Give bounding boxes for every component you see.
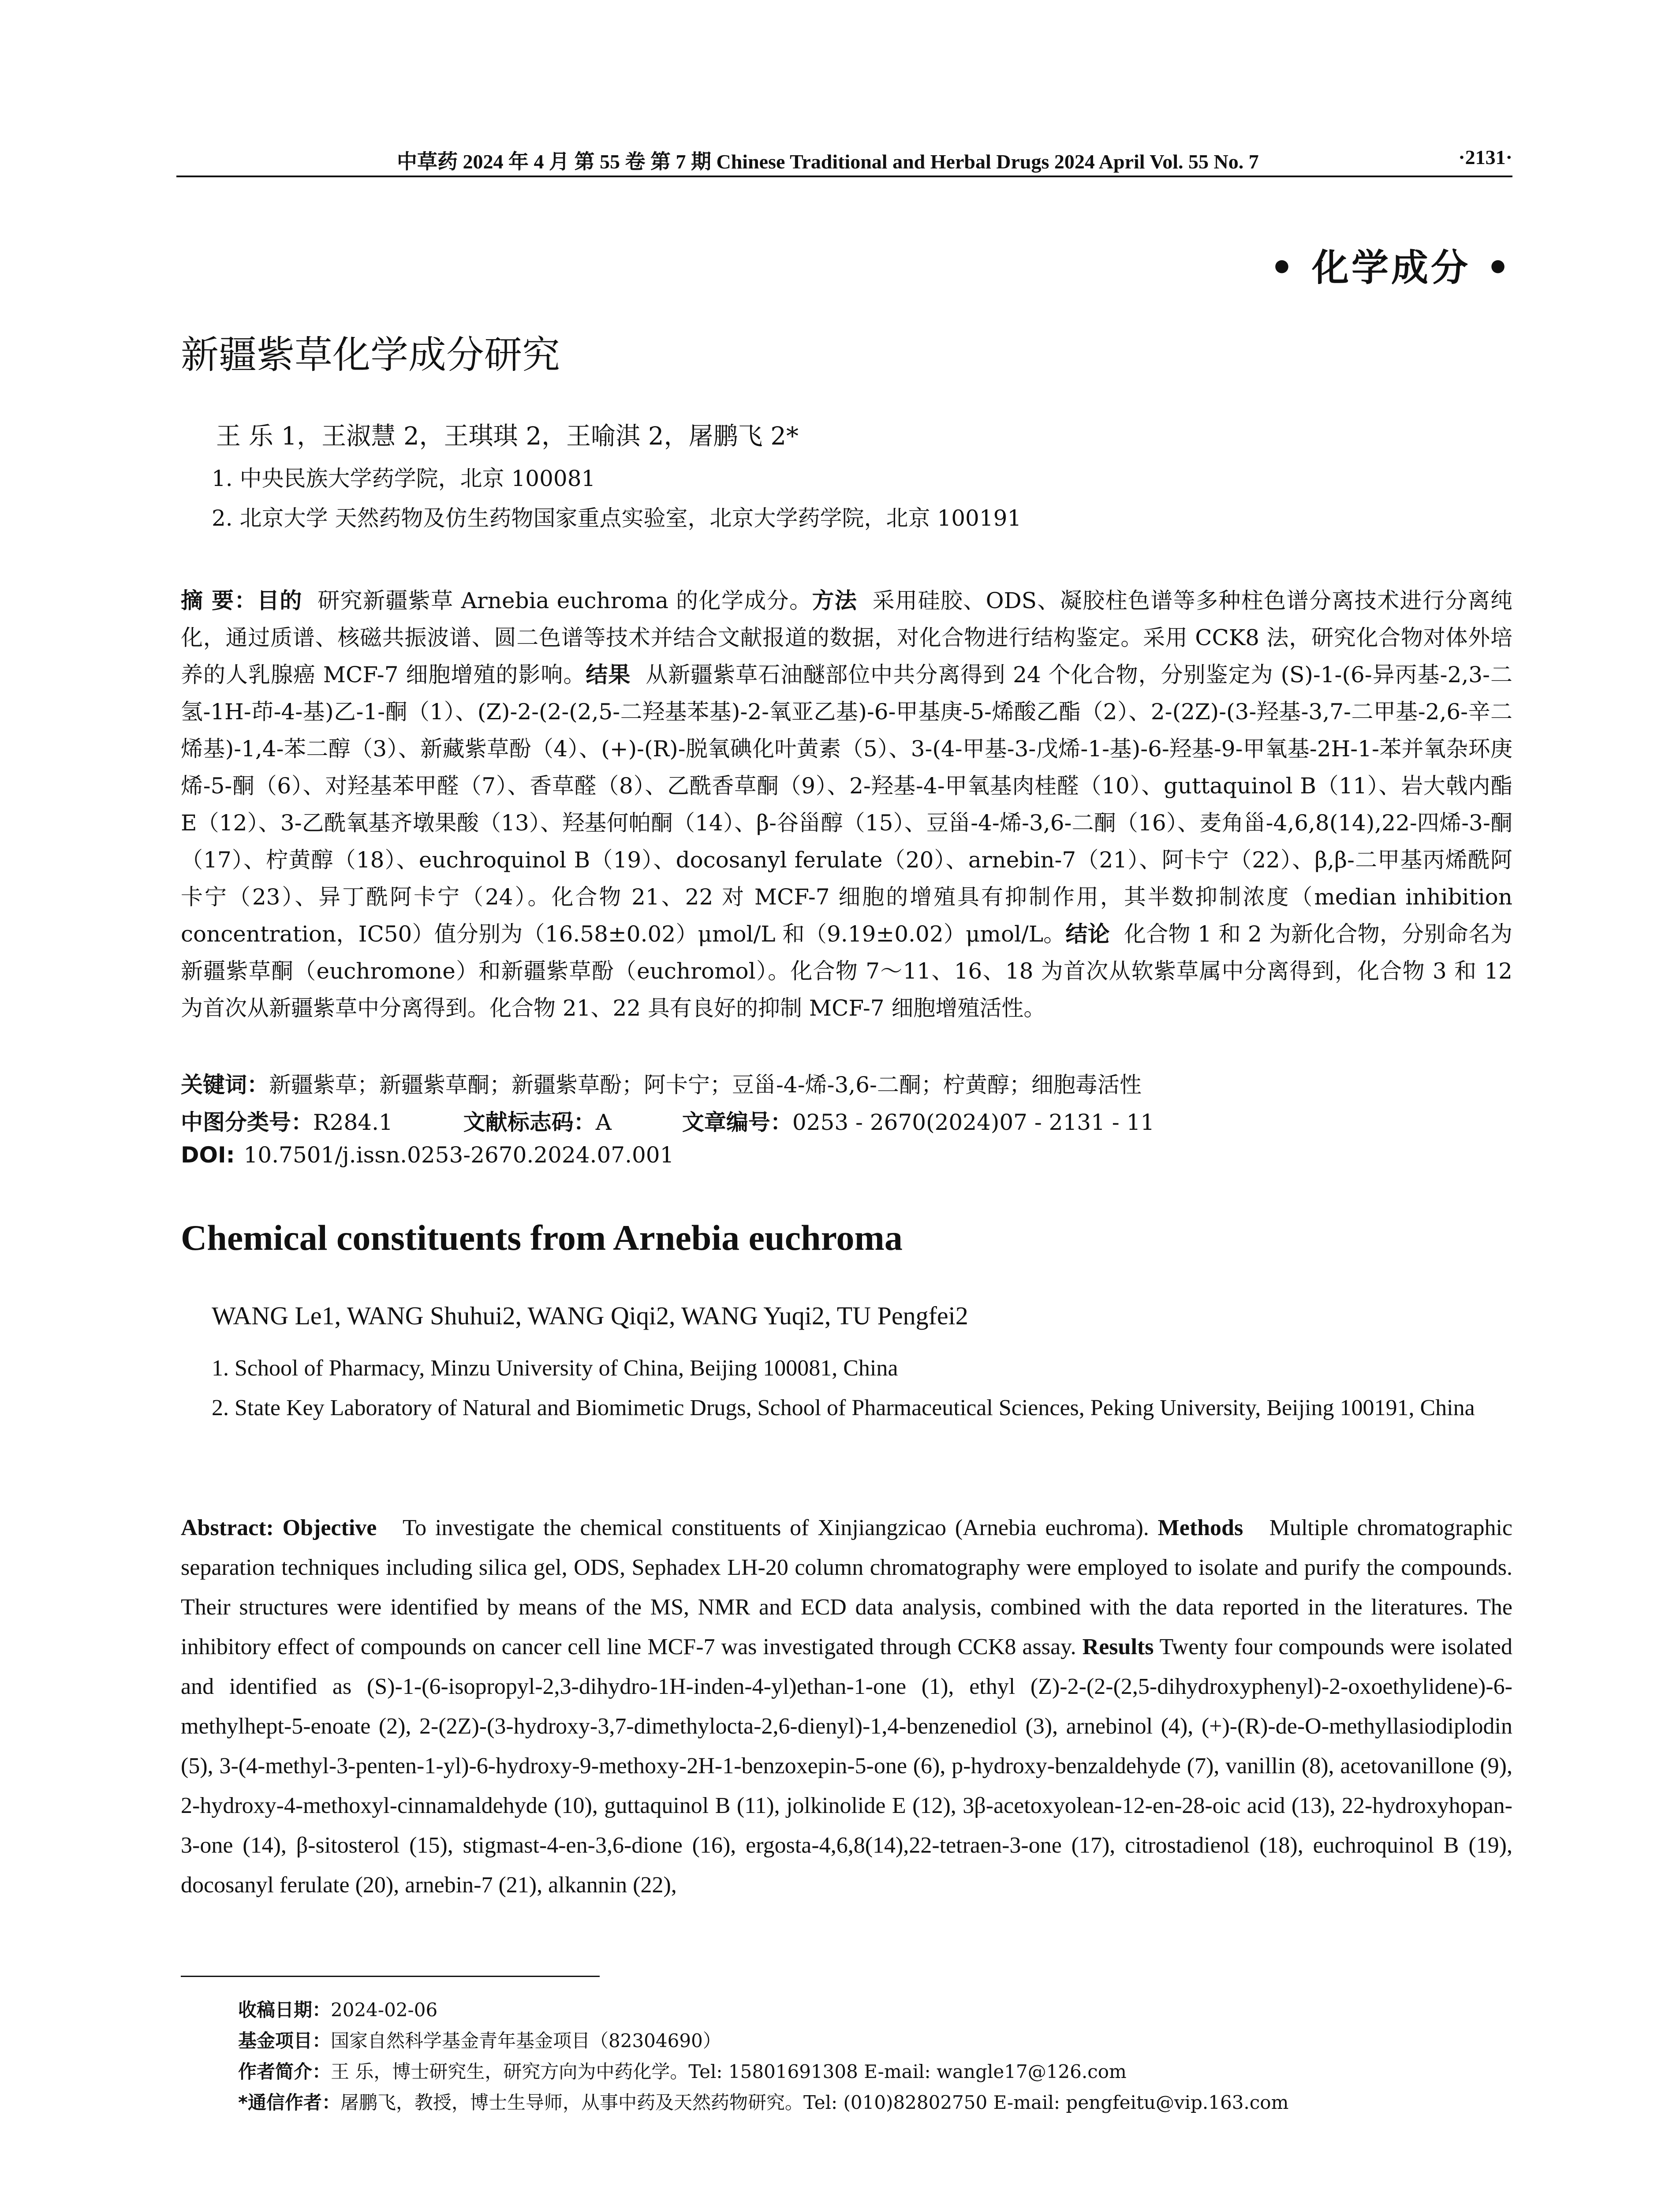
results-label: 结果 bbox=[586, 662, 631, 688]
keywords-line bbox=[181, 1067, 1159, 1099]
author-value: 王 乐，博士研究生，研究方向为中药化学。Tel: 15801691308 E-mail: wangle17@126.com bbox=[331, 2061, 1127, 2082]
en-objective-label: Objective bbox=[282, 1515, 377, 1540]
objective-text: 研究新疆紫草 Arnebia euchroma 的化学成分。 bbox=[317, 588, 812, 613]
clc-value: R284.1 bbox=[313, 1110, 393, 1135]
received-label: 收稿日期： bbox=[238, 1999, 331, 2021]
en-results-text: Twenty four compounds were isolated and identified as (S)-1-(6-isopropyl-2,3-dihydro-1H-inden-4-yl)ethan-1-one (1), ethyl (Z)-2-(2-(2,5-dihydroxyphenyl)-2-oxoethylidene)-6-methylhept-5-enoate (2), 2-(2Z)-(3-hydroxy-3,7-dimethylocta-2,6-dienyl)-1,4-benzenediol (3), arnebinol (4), (+)-(R)-de-O-methyllasiodiplodin (5), 3-(4-methyl-3-penten-1-yl)-6-hydroxy-9-methoxy-2H-1-benzoxepin-5-one (6), p-hydroxy-benzaldehyde (7), vanillin (8), acetovanillone (9), 2-hydroxy-4-methoxyl-cinnamaldehyde (10), guttaquinol B (11), jolkinolide E (12), 3β-acetoxyolean-12-en-28-oic acid (13), 22-hydroxyhopan-3-one (14), β-sitosterol (15), stigmast-4-en-3,6-dione (16), ergosta-4,6,8(14),22-tetraen-3-one (17), citrostadienol (18), euchroquinol B (19), docosanyl ferulate (20), arnebin-7 (21), alkannin (22), bbox=[181, 1634, 1512, 1898]
english-affiliation-2: 2. State Key Laboratory of Natural and Biomimetic Drugs, School of Pharmaceutical Sciences, Peking University, Beijing 100191, China bbox=[212, 1395, 1475, 1420]
doc-code-value: A bbox=[595, 1110, 612, 1135]
keywords-text: 新疆紫草；新疆紫草酮；新疆紫草酚；阿卡宁；豆甾-4-烯-3,6-二酮；柠黄醇；细胞毒活性 bbox=[269, 1072, 1142, 1098]
chinese-abstract bbox=[181, 582, 1512, 1027]
methods-label: 方法 bbox=[812, 588, 858, 613]
chinese-affiliation-2: 2. 北京大学 天然药物及仿生药物国家重点实验室，北京大学药学院，北京 100191 bbox=[212, 505, 1022, 531]
section-tag: • 化学成分 • bbox=[1270, 246, 1512, 289]
doi-label: DOI: bbox=[181, 1142, 235, 1168]
received-value: 2024-02-06 bbox=[331, 1999, 438, 2021]
chinese-affiliation-1: 1. 中央民族大学药学院，北京 100081 bbox=[212, 466, 596, 491]
corresponding-label: *通信作者： bbox=[238, 2092, 340, 2113]
clc-label: 中图分类号： bbox=[181, 1110, 313, 1135]
objective-label: 目的 bbox=[257, 588, 302, 613]
journal-citation: 中草药 2024 年 4 月 第 55 卷 第 7 期 Chinese Traditional and Herbal Drugs 2024 April Vol. 55 No. 7 bbox=[397, 150, 1259, 173]
en-objective-text: To investigate the chemical constituents of Xinjiangzicao (Arnebia euchroma). bbox=[402, 1515, 1149, 1540]
keywords-label: 关键词： bbox=[181, 1072, 269, 1098]
english-affiliation-1: 1. School of Pharmacy, Minzu University of China, Beijing 100081, China bbox=[212, 1356, 898, 1381]
methods-text: 采用硅胶、ODS、凝胶柱色谱等多种柱色谱分离技术进行分离纯化，通过质谱、核磁共振波谱、圆二色谱等技术并结合文献报道的数据，对化合物进行结构鉴定。采用 CCK8 法，研究化合物对体外培养的人乳腺癌 MCF-7 细胞增殖的影响。 bbox=[181, 588, 1512, 688]
results-text: 从新疆紫草石油醚部位中共分离得到 24 个化合物，分别鉴定为 (S)-1-(6-异丙基-2,3-二氢-1H-茚-4-基)乙-1-酮（1）、(Z)-2-(2-(2,5-二羟基苯基)-2-氧亚乙基)-6-甲基庚-5-烯酸乙酯（2）、2-(2Z)-(3-羟基-3,7-二甲基-2,6-辛二烯基)-1,4-苯二醇（3）、新藏紫草酚（4）、(+)-(R)-脱氧碘化叶黄素（5）、3-(4-甲基-3-戊烯-1-基)-6-羟基-9-甲氧基-2H-1-苯并氧杂环庚烯-5-酮（6）、对羟基苯甲醛（7）、香草醛（8）、乙酰香草酮（9）、2-羟基-4-甲氧基肉桂醛（10）、guttaquinol B（11）、岩大戟内酯 E（12）、3-乙酰氧基齐墩果酸（13）、羟基何帕酮（14）、β-谷甾醇（15）、豆甾-4-烯-3,6-二酮（16）、麦角甾-4,6,8(14),22-四烯-3-酮（17）、柠黄醇（18）、euchroquinol B（19）、docosanyl ferulate（20）、arnebin-7（21）、阿卡宁（22）、β,β-二甲基丙烯酰阿卡宁（23）、异丁酰阿卡宁（24）。化合物 21、22 对 MCF-7 细胞的增殖具有抑制作用，其半数抑制浓度（median inhibition concentration，IC50）值分别为（16.58±0.02）μmol/L 和（9.19±0.02）μmol/L。 bbox=[181, 662, 1512, 947]
fund-value: 国家自然科学基金青年基金项目（82304690） bbox=[331, 2030, 721, 2052]
article-id-value: 0253 - 2670(2024)07 - 2131 - 11 bbox=[792, 1110, 1155, 1135]
running-header bbox=[176, 146, 1512, 181]
en-results-label: Results bbox=[1082, 1634, 1154, 1659]
en-abstract-label: Abstract: bbox=[181, 1515, 274, 1540]
classification-line bbox=[181, 1105, 1172, 1136]
chinese-title: 新疆紫草化学成分研究 bbox=[181, 333, 560, 377]
footnote-received bbox=[238, 1996, 437, 2022]
abstract-label: 摘 要： bbox=[181, 588, 257, 613]
english-authors: WANG Le1, WANG Shuhui2, WANG Qiqi2, WANG Yuqi2, TU Pengfei2 bbox=[212, 1301, 968, 1330]
footnote-fund bbox=[238, 2026, 721, 2053]
footnote-corresponding bbox=[238, 2088, 1288, 2115]
footnote-author bbox=[238, 2057, 1127, 2084]
conclusion-text: 化合物 1 和 2 为新化合物，分别命名为新疆紫草酮（euchromone）和新疆紫草酚（euchromol）。化合物 7～11、16、18 为首次从软紫草属中分离得到，化合物 3 和 12 为首次从新疆紫草中分离得到。化合物 21、22 具有良好的抑制 MCF-7 细胞增殖活性。 bbox=[181, 921, 1513, 1021]
doi-line bbox=[181, 1142, 691, 1168]
article-id-label: 文章编号： bbox=[682, 1110, 792, 1135]
header-rule bbox=[176, 176, 1512, 177]
chinese-authors: 王 乐 1，王淑慧 2，王琪琪 2，王喻淇 2，屠鹏飞 2* bbox=[216, 422, 799, 451]
fund-label: 基金项目： bbox=[238, 2030, 331, 2052]
english-title: Chemical constituents from Arnebia euchroma bbox=[181, 1218, 903, 1258]
english-abstract bbox=[181, 1508, 1512, 1905]
en-methods-text: Multiple chromatographic separation techniques including silica gel, ODS, Sephadex LH-20 column chromatography were employed to isolate and purify the compounds. Their structures were identified by means of the MS, NMR and ECD data analysis, combined with the data reported in the literatures. The inhibitory effect of compounds on cancer cell line MCF-7 was investigated through CCK8 assay. bbox=[181, 1515, 1512, 1659]
footnote-rule bbox=[181, 1976, 600, 1977]
corresponding-value: 屠鹏飞，教授，博士生导师，从事中药及天然药物研究。Tel: (010)82802750 E-mail: pengfeitu@vip.163.com bbox=[340, 2092, 1289, 2113]
doc-code-label: 文献标志码： bbox=[463, 1110, 596, 1135]
page-number: ·2131· bbox=[1458, 146, 1512, 168]
doi-value[interactable]: 10.7501/j.issn.0253-2670.2024.07.001 bbox=[243, 1142, 674, 1168]
conclusion-label: 结论 bbox=[1065, 921, 1110, 947]
en-methods-label: Methods bbox=[1157, 1515, 1243, 1540]
author-label: 作者简介： bbox=[238, 2061, 331, 2082]
